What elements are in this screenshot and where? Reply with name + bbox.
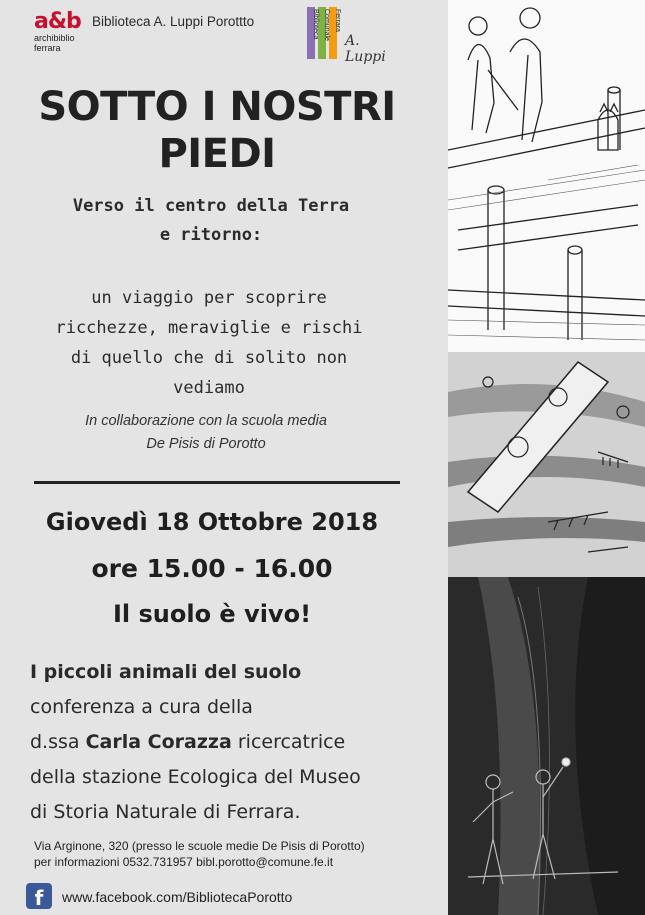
facebook-link[interactable]: www.facebook.com/BibliotecaPorotto xyxy=(62,889,293,905)
talk-line4: della stazione Ecologica del Museo xyxy=(30,766,361,788)
underground-fossils-illustration xyxy=(448,352,645,577)
facebook-icon[interactable]: f xyxy=(26,883,52,909)
divider xyxy=(34,481,400,484)
event-time: ore 15.00 - 16.00 xyxy=(91,554,333,583)
poster-title-line1: SOTTO I NOSTRI xyxy=(38,84,396,130)
logo-vertical-text-2: Comunale xyxy=(323,9,330,41)
contact-address: Via Arginone, 320 (presso le scuole medie De Pisis di Porotto) xyxy=(34,839,365,853)
description-line4: vediamo xyxy=(173,378,245,398)
logo-sub-1: archibiblio xyxy=(34,33,75,43)
talk-line2: conferenza a cura della xyxy=(30,696,253,718)
subtitle-line1: Verso il centro della Terra xyxy=(72,196,350,216)
cave-explorers-illustration xyxy=(448,577,645,915)
logo-signature: A. Luppi xyxy=(345,33,386,65)
poster-title-line2: PIEDI xyxy=(158,131,276,177)
talk-line3-prefix: d.ssa xyxy=(30,731,86,753)
event-date: Giovedì 18 Ottobre 2018 xyxy=(45,508,379,536)
talk-title: I piccoli animali del suolo xyxy=(30,661,302,683)
logo-ab-text: a&b xyxy=(34,9,81,34)
speaker-name: Carla Corazza xyxy=(85,731,232,753)
logo-sub-2: ferrara xyxy=(34,43,61,53)
description-line1: un viaggio per scoprire xyxy=(91,288,327,308)
description-line3: di quello che di solito non xyxy=(70,348,348,368)
talk-line3-suffix: ricercatrice xyxy=(231,731,346,753)
collaboration-line2: De Pisis di Porotto xyxy=(146,436,266,452)
talk-line3 xyxy=(30,725,440,760)
talk-details xyxy=(30,655,440,830)
description-line2: ricchezze, meraviglie e rischi xyxy=(55,318,363,338)
contact-info xyxy=(34,838,365,870)
archibiblio-logo xyxy=(34,11,84,55)
talk-line5: di Storia Naturale di Ferrara. xyxy=(30,801,301,823)
contact-phone-email: per informazioni 0532.731957 bibl.porotto@comune.fe.it xyxy=(34,855,334,869)
library-name: Biblioteca A. Luppi Porottto xyxy=(92,14,255,29)
biblioteca-luppi-logo xyxy=(305,7,395,65)
collaboration-line1: In collaborazione con la scuola media xyxy=(85,413,327,429)
logo-vertical-text-1: Biblioteca xyxy=(312,9,319,40)
subtitle-line2: e ritorno: xyxy=(159,225,263,245)
logo-vertical-text-3: Ferrara xyxy=(334,9,341,32)
illustration-column xyxy=(448,0,645,915)
event-topic: Il suolo è vivo! xyxy=(112,600,312,628)
workers-digging-illustration xyxy=(448,0,645,352)
